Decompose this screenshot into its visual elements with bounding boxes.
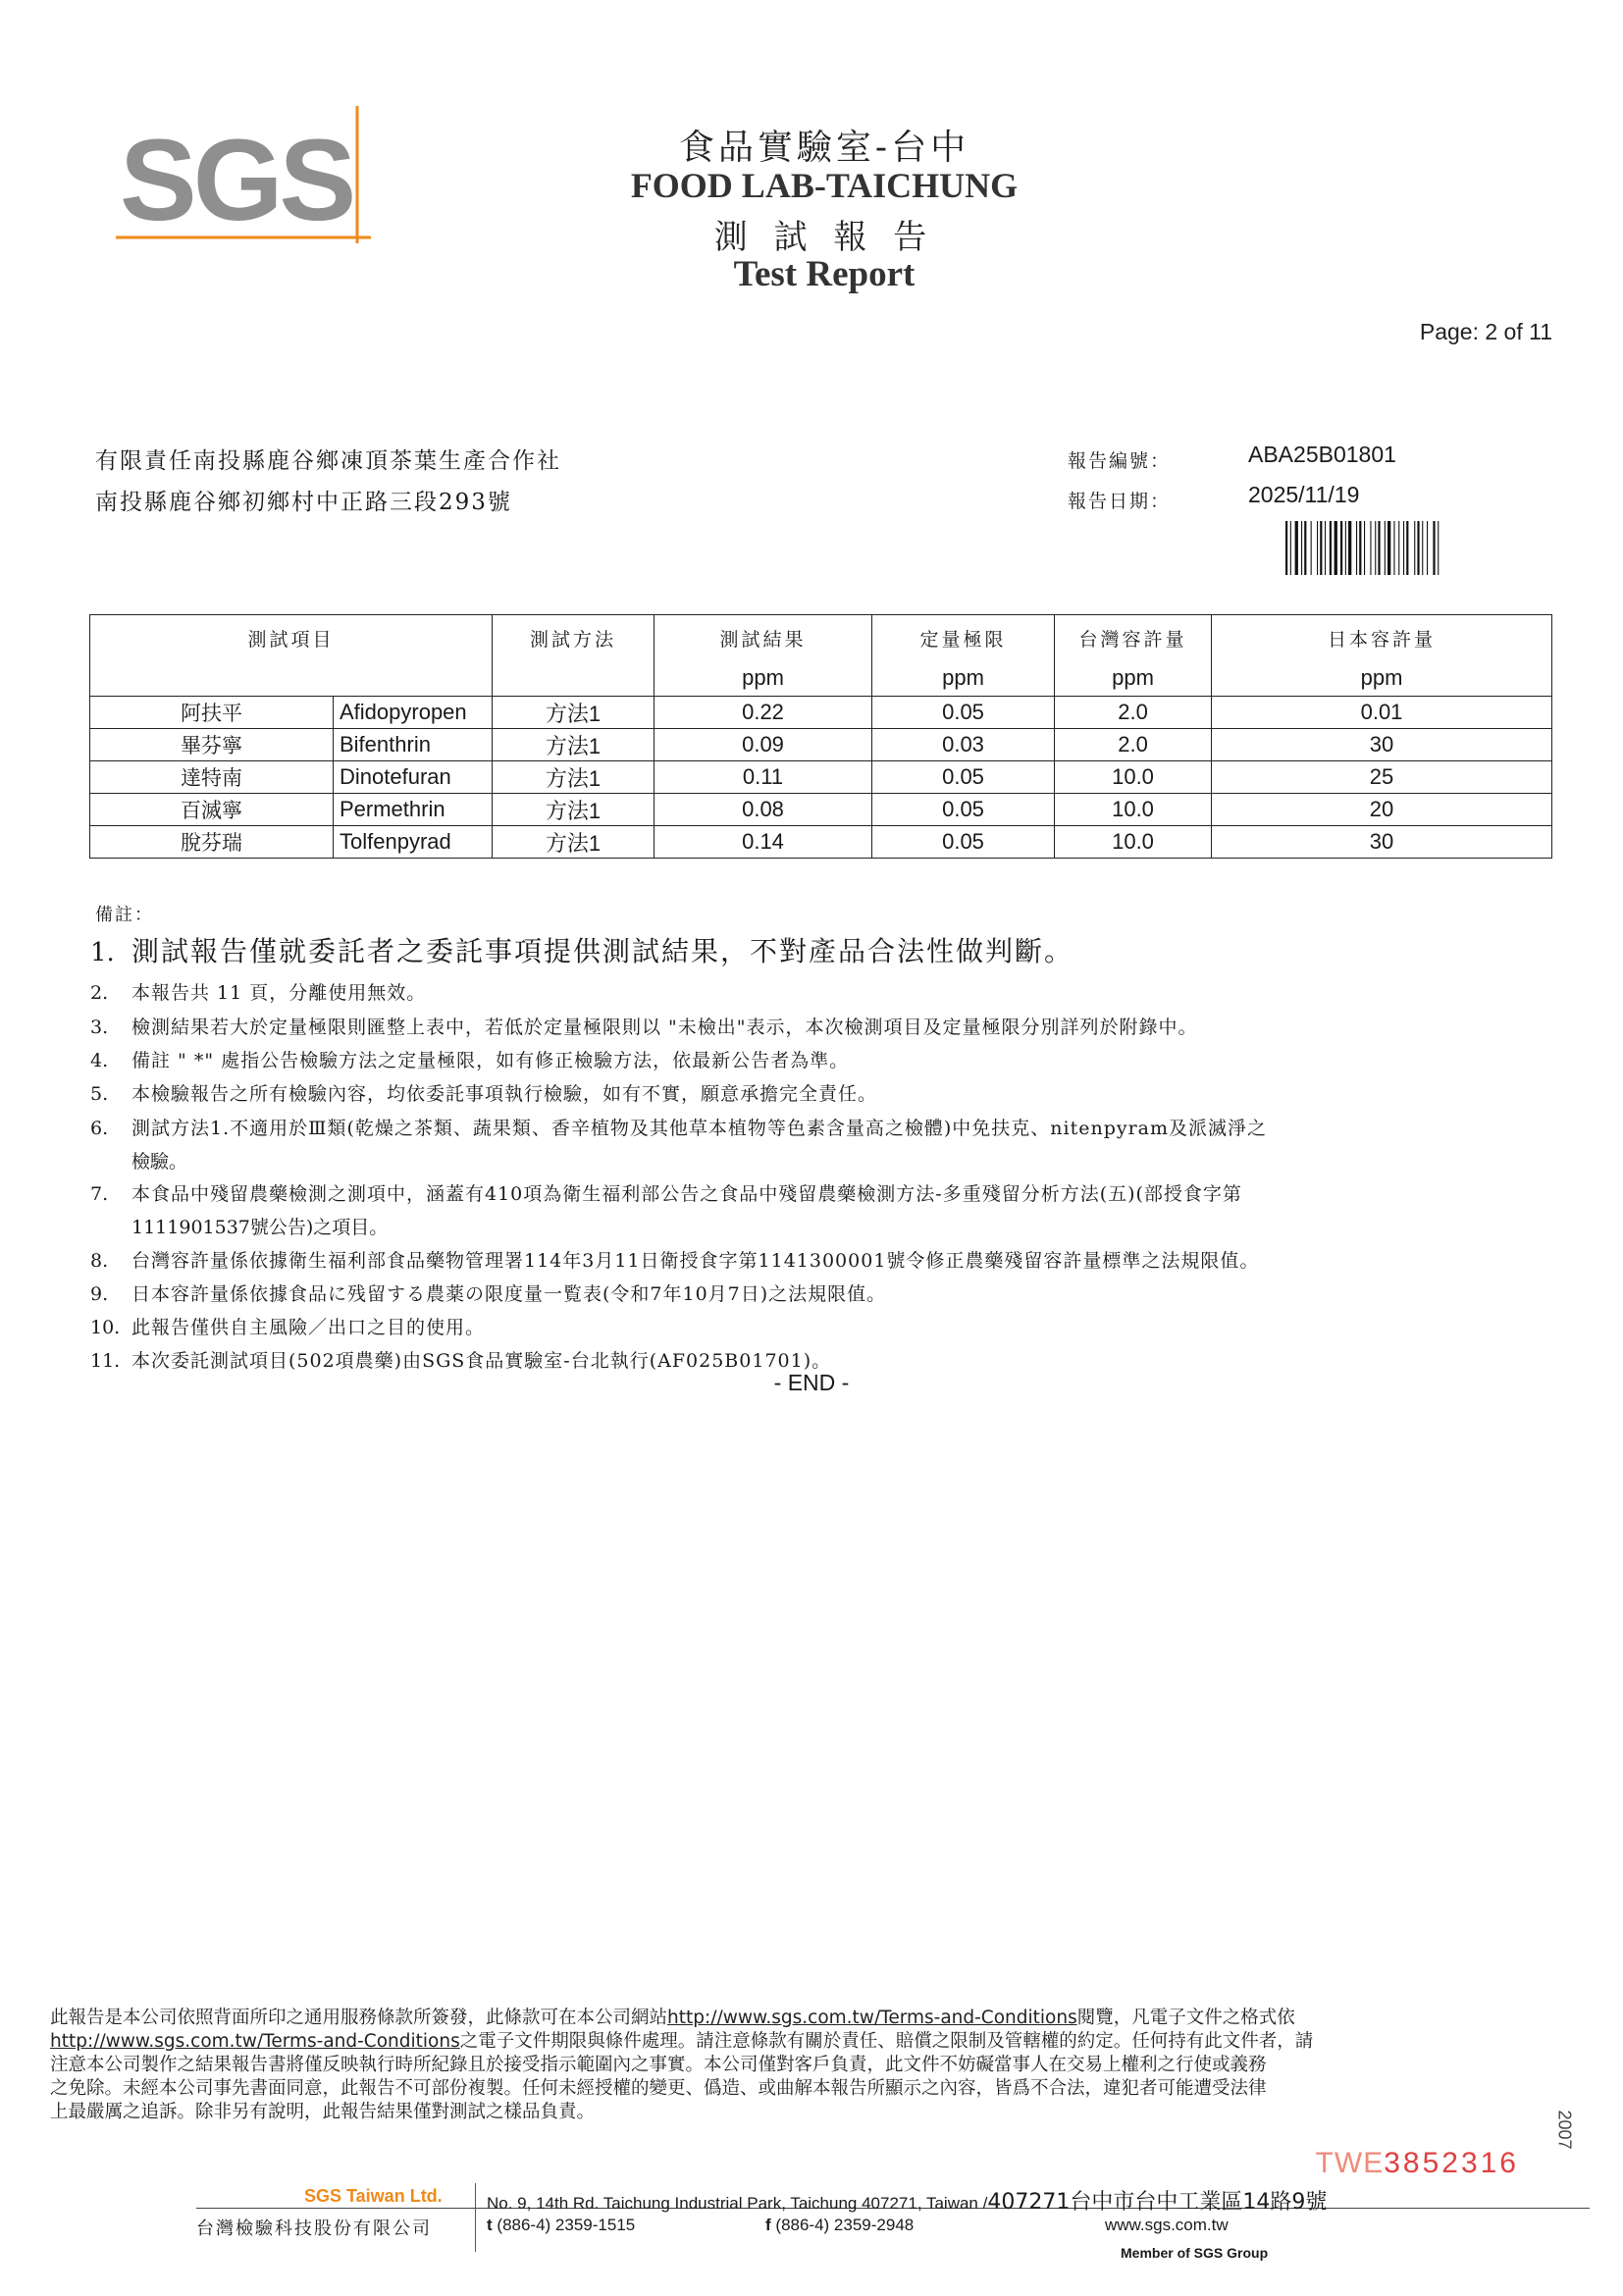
remark-text: 檢測結果若大於定量極限則匯整上表中，若低於定量極限則以 "未檢出"表示，本次檢測項目及定量極限分別詳列於附錄中。 xyxy=(131,1017,1198,1038)
fax-number: (886-4) 2359-2948 xyxy=(775,2216,915,2234)
header-tw-limit xyxy=(1055,615,1212,697)
remark-number: 8. xyxy=(90,1250,109,1272)
remark-text: 備註 " *" 處指公告檢驗方法之定量極限，如有修正檢驗方法，依最新公告者為準。 xyxy=(131,1050,850,1071)
table-row xyxy=(90,826,1552,859)
footer-member: Member of SGS Group xyxy=(1121,2245,1269,2261)
cell-method: 方法1 xyxy=(493,826,654,859)
header-item-label: 測試項目 xyxy=(247,629,335,651)
cell-name-en: Bifenthrin xyxy=(334,729,493,761)
barcode-bar xyxy=(1385,521,1386,575)
barcode-bar xyxy=(1403,521,1404,575)
remark-item xyxy=(90,1177,1543,1244)
fax-tag: f xyxy=(765,2216,771,2234)
sgs-logo xyxy=(116,106,371,243)
cell-loq: 0.03 xyxy=(872,729,1055,761)
report-date: 2025/11/19 xyxy=(1248,482,1360,507)
remark-number: 1. xyxy=(90,938,115,967)
lab-name-zh: 食品實驗室-台中 xyxy=(678,128,970,168)
header-loq-unit: ppm xyxy=(942,665,984,690)
cell-jp-limit: 20 xyxy=(1212,794,1552,826)
remark-text: 本報告共 11 頁，分離使用無效。 xyxy=(131,982,427,1004)
cell-tw-limit: 2.0 xyxy=(1055,729,1212,761)
cell-result: 0.09 xyxy=(654,729,872,761)
footer-divider xyxy=(475,2183,476,2252)
sgs-logo-text: SGS xyxy=(120,116,353,243)
barcode-bar xyxy=(1304,521,1306,575)
cell-name-zh: 阿扶平 xyxy=(90,697,334,729)
barcode-bar xyxy=(1320,521,1322,575)
client-name: 有限責任南投縣鹿谷鄉凍頂茶葉生產合作社 xyxy=(95,448,561,474)
remark-item xyxy=(90,1278,1543,1311)
cell-jp-limit: 25 xyxy=(1212,761,1552,794)
remark-text: 本檢驗報告之所有檢驗內容，均依委託事項執行檢驗，如有不實，願意承擔完全責任。 xyxy=(131,1083,878,1105)
barcode-bar xyxy=(1311,521,1312,575)
header-result xyxy=(654,615,872,697)
report-no-label: 報告編號： xyxy=(1068,450,1172,472)
remark-number: 5. xyxy=(90,1083,109,1105)
end-marker: - END - xyxy=(773,1370,850,1395)
barcode-bar xyxy=(1317,521,1318,575)
cell-method: 方法1 xyxy=(493,729,654,761)
report-date-label: 報告日期： xyxy=(1068,491,1172,512)
footer-address xyxy=(487,2185,1327,2216)
header-loq xyxy=(872,615,1055,697)
table-row xyxy=(90,761,1552,794)
header-method xyxy=(493,615,654,697)
footer-address-zh: 407271台中市台中工業區14路9號 xyxy=(987,2190,1328,2215)
client-address: 南投縣鹿谷鄉初鄉村中正路三段293號 xyxy=(95,490,512,515)
cell-name-zh: 達特南 xyxy=(90,761,334,794)
barcode xyxy=(1285,521,1509,575)
tel-tag: t xyxy=(487,2216,493,2234)
remark-item xyxy=(90,1311,1543,1344)
barcode-bar xyxy=(1393,521,1394,575)
report-title-en: Test Report xyxy=(733,254,916,294)
cell-name-en: Dinotefuran xyxy=(334,761,493,794)
footer-website[interactable]: www.sgs.com.tw xyxy=(1105,2216,1229,2234)
barcode-bar xyxy=(1422,521,1423,575)
footer-address-en: No. 9, 14th Rd. Taichung Industrial Park, Taichung 407271, Taiwan / xyxy=(487,2194,988,2213)
cell-method: 方法1 xyxy=(493,794,654,826)
serial-digits: 3852316 xyxy=(1384,2147,1519,2179)
report-no: ABA25B01801 xyxy=(1248,442,1396,467)
remark-text: 日本容許量係依據食品に残留する農薬の限度量一覧表(令和7年10月7日)之法規限值。 xyxy=(131,1283,887,1305)
barcode-bar xyxy=(1427,521,1428,575)
remark-number: 10. xyxy=(90,1317,121,1338)
barcode-bar xyxy=(1340,521,1342,575)
remark-item xyxy=(90,976,1543,1010)
remarks-title: 備註： xyxy=(95,905,154,925)
cell-tw-limit: 2.0 xyxy=(1055,697,1212,729)
header-method-label: 測試方法 xyxy=(530,629,617,651)
cell-tw-limit: 10.0 xyxy=(1055,826,1212,859)
remark-item xyxy=(90,1011,1543,1044)
barcode-bar xyxy=(1433,521,1435,575)
cell-name-zh: 脫芬瑞 xyxy=(90,826,334,859)
table-row xyxy=(90,697,1552,729)
cell-jp-limit: 0.01 xyxy=(1212,697,1552,729)
remark-number: 7. xyxy=(90,1183,109,1205)
disclaimer xyxy=(50,2007,1527,2124)
cell-loq: 0.05 xyxy=(872,826,1055,859)
lab-name-en: FOOD LAB-TAICHUNG xyxy=(630,166,1019,205)
header-jp-limit-label: 日本容許量 xyxy=(1328,629,1437,651)
remark-text: 本食品中殘留農藥檢測之測項中，涵蓋有410項為衛生福利部公告之食品中殘留農藥檢測方法-多重殘留分析方法(五)(部授食字第 xyxy=(131,1183,1242,1205)
header-tw-limit-label: 台灣容許量 xyxy=(1078,629,1187,651)
tel-number: (886-4) 2359-1515 xyxy=(497,2216,636,2234)
cell-loq: 0.05 xyxy=(872,794,1055,826)
serial-prefix: TWE xyxy=(1315,2147,1385,2179)
disclaimer-text: 之電子文件期限與條件處理。請注意條款有關於責任、賠償之限制及管轄權的約定。任何持有此文件者，請 xyxy=(459,2031,1314,2052)
cell-tw-limit: 10.0 xyxy=(1055,761,1212,794)
cell-result: 0.14 xyxy=(654,826,872,859)
cell-loq: 0.05 xyxy=(872,697,1055,729)
cell-name-en: Afidopyropen xyxy=(334,697,493,729)
cell-loq: 0.05 xyxy=(872,761,1055,794)
remark-item xyxy=(90,1112,1543,1178)
barcode-bar xyxy=(1290,521,1291,575)
report-title-zh: 測 試 報 告 xyxy=(713,218,935,257)
remark-item xyxy=(90,935,1543,971)
header-tw-limit-unit: ppm xyxy=(1112,665,1154,690)
results-table xyxy=(89,614,1552,859)
remark-text: 本次委託測試項目(502項農藥)由SGS食品實驗室-台北執行(AF025B01701)。 xyxy=(131,1350,832,1372)
cell-method: 方法1 xyxy=(493,697,654,729)
cell-name-zh: 百滅寧 xyxy=(90,794,334,826)
cell-result: 0.22 xyxy=(654,697,872,729)
cell-jp-limit: 30 xyxy=(1212,826,1552,859)
disclaimer-text: 閱覽，凡電子文件之格式依 xyxy=(1076,2008,1295,2028)
disclaimer-line: 上最嚴厲之追訴。除非另有說明，此報告結果僅對測試之樣品負責。 xyxy=(50,2102,596,2122)
remark-number: 2. xyxy=(90,982,109,1004)
remark-text: 測試方法1.不適用於Ⅲ類(乾燥之茶類、蔬果類、香辛植物及其他草本植物等色素含量高之檢體)中免扶克、nitenpyram及派滅淨之 xyxy=(131,1118,1268,1139)
barcode-bar xyxy=(1378,521,1380,575)
remark-item xyxy=(90,1244,1543,1278)
barcode-bar xyxy=(1301,521,1302,575)
header-item xyxy=(90,615,493,697)
barcode-bar xyxy=(1414,521,1415,575)
barcode-bar xyxy=(1325,521,1326,575)
remark-number: 9. xyxy=(90,1283,109,1305)
barcode-bar xyxy=(1348,521,1351,575)
remark-number: 4. xyxy=(90,1050,109,1071)
barcode-bar xyxy=(1295,521,1298,575)
barcode-bar xyxy=(1387,521,1390,575)
cell-jp-limit: 30 xyxy=(1212,729,1552,761)
page-number: Page: 2 of 11 xyxy=(1419,319,1552,344)
footer-tel xyxy=(487,2216,635,2235)
barcode-bar xyxy=(1330,521,1332,575)
barcode-bar xyxy=(1406,521,1408,575)
remark-number: 11. xyxy=(90,1350,121,1372)
barcode-bar xyxy=(1345,521,1346,575)
barcode-bar xyxy=(1375,521,1376,575)
barcode-bar xyxy=(1364,521,1365,575)
footer-company-zh: 台灣檢驗科技股份有限公司 xyxy=(196,2218,432,2239)
serial-number xyxy=(1316,2147,1519,2180)
disclaimer-line xyxy=(50,2030,1527,2054)
table-row xyxy=(90,794,1552,826)
barcode-bar xyxy=(1285,521,1287,575)
cell-name-en: Permethrin xyxy=(334,794,493,826)
footer-fax xyxy=(765,2216,914,2235)
barcode-bar xyxy=(1398,521,1399,575)
cell-name-en: Tolfenpyrad xyxy=(334,826,493,859)
remark-text: 台灣容許量係依據衛生福利部食品藥物管理署114年3月11日衛授食字第1141300001號令修正農藥殘留容許量標準之法規限值。 xyxy=(131,1250,1260,1272)
cell-result: 0.08 xyxy=(654,794,872,826)
footer-company-en: SGS Taiwan Ltd. xyxy=(304,2186,443,2206)
header-result-label: 測試結果 xyxy=(719,629,807,651)
header-jp-limit xyxy=(1212,615,1552,697)
disclaimer-text: 此報告是本公司依照背面所印之通用服務條款所簽發，此條款可在本公司網站 xyxy=(50,2008,668,2028)
barcode-bar xyxy=(1438,521,1439,575)
barcode-bar xyxy=(1356,521,1357,575)
table-row xyxy=(90,729,1552,761)
remark-text: 此報告僅供自主風險／出口之目的使用。 xyxy=(131,1317,486,1338)
disclaimer-line: 注意本公司製作之結果報告書將僅反映執行時所紀錄且於接受指示範圍內之事實。本公司僅對客戶負責，此文件不妨礙當事人在交易上權利之行使或義務 xyxy=(50,2055,1267,2075)
side-mark: 2007 xyxy=(1554,2110,1575,2150)
cell-tw-limit: 10.0 xyxy=(1055,794,1212,826)
barcode-bar xyxy=(1370,521,1371,575)
remark-item xyxy=(90,1044,1543,1077)
remark-number: 6. xyxy=(90,1118,109,1139)
barcode-bar xyxy=(1417,521,1419,575)
remark-number: 3. xyxy=(90,1017,109,1038)
barcode-bar xyxy=(1335,521,1337,575)
cell-name-zh: 畢芬寧 xyxy=(90,729,334,761)
remark-text: 測試報告僅就委託者之委託事項提供測試結果，不對產品合法性做判斷。 xyxy=(131,935,1074,967)
table-header-row xyxy=(90,615,1552,697)
terms-link[interactable]: http://www.sgs.com.tw/Terms-and-Conditions xyxy=(50,2031,460,2052)
header-jp-limit-unit: ppm xyxy=(1360,665,1403,690)
header-result-unit: ppm xyxy=(742,665,784,690)
disclaimer-line xyxy=(50,2007,1527,2030)
remark-continuation: 1111901537號公告)之項目。 xyxy=(131,1217,389,1238)
disclaimer-line: 之免除。未經本公司事先書面同意，此報告不可部份複製。任何未經授權的變更、僞造、或曲解本報告所顯示之內容，皆爲不合法，違犯者可能遭受法律 xyxy=(50,2078,1267,2099)
cell-method: 方法1 xyxy=(493,761,654,794)
remark-continuation: 檢驗。 xyxy=(131,1151,188,1173)
cell-result: 0.11 xyxy=(654,761,872,794)
barcode-bar xyxy=(1359,521,1361,575)
header-loq-label: 定量極限 xyxy=(919,629,1007,651)
terms-link[interactable]: http://www.sgs.com.tw/Terms-and-Conditions xyxy=(667,2008,1077,2028)
remark-item xyxy=(90,1077,1543,1111)
